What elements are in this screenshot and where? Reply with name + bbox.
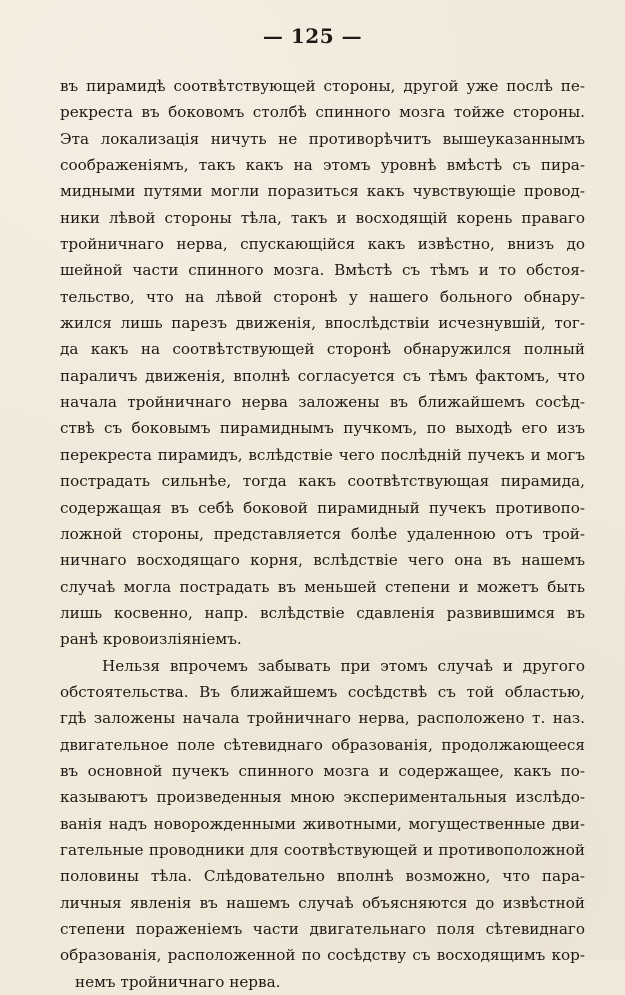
paragraph-1-line-11: да какъ на соотвѣтствующей сторонѣ обнаружился полный bbox=[60, 340, 585, 359]
paragraph-1-line-2: рекреста въ боковомъ столбѣ спинного мозга тойже стороны. bbox=[60, 103, 585, 122]
paragraph-1-line-4: соображеніямъ, такъ какъ на этомъ уровнѣ вмѣстѣ съ пира- bbox=[60, 156, 585, 175]
paragraph-1-line-13: начала тройничнаго нерва заложены въ ближайшемъ сосѣд- bbox=[60, 393, 585, 412]
paragraph-1-line-9: тельство, что на лѣвой сторонѣ у нашего больного обнару- bbox=[60, 287, 585, 306]
page-number: — 125 — bbox=[262, 24, 363, 48]
paragraph-2-line-12: образованія, расположенной по сосѣдству съ восходящимъ кор- bbox=[60, 946, 585, 965]
paragraph-2-line-8: гательные проводники для соотвѣствующей и противоположной bbox=[60, 840, 585, 859]
paragraph-1-line-7: тройничнаго нерва, спускающійся какъ извѣстно, внизъ до bbox=[60, 235, 585, 254]
paragraph-1-line-20: случаѣ могла пострадать въ меньшей степени и можетъ быть bbox=[60, 577, 585, 596]
paragraph-2-line-5: въ основной пучекъ спинного мозга и содержащее, какъ по- bbox=[60, 761, 585, 780]
paragraph-1-line-6: ники лѣвой стороны тѣла, такъ и восходящій корень праваго bbox=[60, 208, 585, 227]
paragraph-2-line-7: ванія надъ новорожденными животными, могущественные дви- bbox=[60, 814, 585, 833]
paragraph-1-line-21: лишь косвенно, напр. вслѣдствіе сдавленія развившимся въ bbox=[60, 603, 585, 622]
paragraph-1-line-18: ложной стороны, представляется болѣе удаленною отъ трой- bbox=[60, 524, 585, 543]
paragraph-2-line-9: половины тѣла. Слѣдовательно вполнѣ возможно, что пара- bbox=[60, 867, 585, 886]
paragraph-1-line-8: шейной части спинного мозга. Вмѣстѣ съ тѣмъ и то обстоя- bbox=[60, 261, 585, 280]
paragraph-1-line-10: жился лишь парезъ движенія, впослѣдствіи исчезнувшій, тог- bbox=[60, 314, 585, 333]
paragraph-1-line-1: въ пирамидѣ соотвѣтствующей стороны, другой уже послѣ пе- bbox=[60, 77, 585, 95]
paragraph-2-line-1: Нельзя впрочемъ забывать при этомъ случаѣ и другого bbox=[102, 656, 585, 675]
paragraph-1-line-12: параличъ движенія, вполнѣ согласуется съ тѣмъ фактомъ, что bbox=[60, 366, 585, 385]
paragraph-1-line-19: ничнаго восходящаго корня, вслѣдствіе чего она въ нашемъ bbox=[60, 551, 585, 570]
paragraph-2-line-10: личныя явленія въ нашемъ случаѣ объясняются до извѣстной bbox=[60, 893, 585, 912]
paragraph-2 bbox=[60, 653, 585, 995]
paragraph-2-line-11: степени пораженіемъ части двигательнаго поля сѣтевиднаго bbox=[60, 920, 585, 938]
paragraph-1-line-14: ствѣ съ боковымъ пирамиднымъ пучкомъ, по выходѣ его изъ bbox=[60, 419, 585, 438]
paragraph-2-line-4: двигательное поле сѣтевиднаго образованія, продолжающееся bbox=[60, 735, 585, 754]
paragraph-2-line-2: обстоятельства. Въ ближайшемъ сосѣдствѣ съ той областью, bbox=[60, 682, 585, 701]
paragraph-2-line-6: казываютъ произведенныя мною экспериментальныя изслѣдо- bbox=[60, 788, 585, 807]
paragraph-1 bbox=[60, 73, 585, 653]
paragraph-2-line-13: немъ тройничнаго нерва. bbox=[75, 972, 281, 991]
paragraph-1-line-15: перекреста пирамидъ, вслѣдствіе чего послѣдній пучекъ и могъ bbox=[60, 445, 585, 464]
paragraph-1-line-22: ранѣ кровоизліяніемъ. bbox=[60, 630, 242, 649]
paragraph-2-line-3: гдѣ заложены начала тройничнаго нерва, расположено т. наз. bbox=[60, 709, 585, 728]
paragraph-1-line-3: Эта локализація ничуть не противорѣчитъ вышеуказаннымъ bbox=[60, 129, 585, 148]
paragraph-1-line-5: мидными путями могли поразиться какъ чувствующіе провод- bbox=[60, 182, 585, 201]
paragraph-1-line-17: содержащая въ себѣ боковой пирамидный пучекъ противопо- bbox=[60, 498, 585, 517]
body-text bbox=[60, 73, 585, 995]
paragraph-1-line-16: пострадать сильнѣе, тогда какъ соотвѣтствующая пирамида, bbox=[60, 472, 585, 491]
